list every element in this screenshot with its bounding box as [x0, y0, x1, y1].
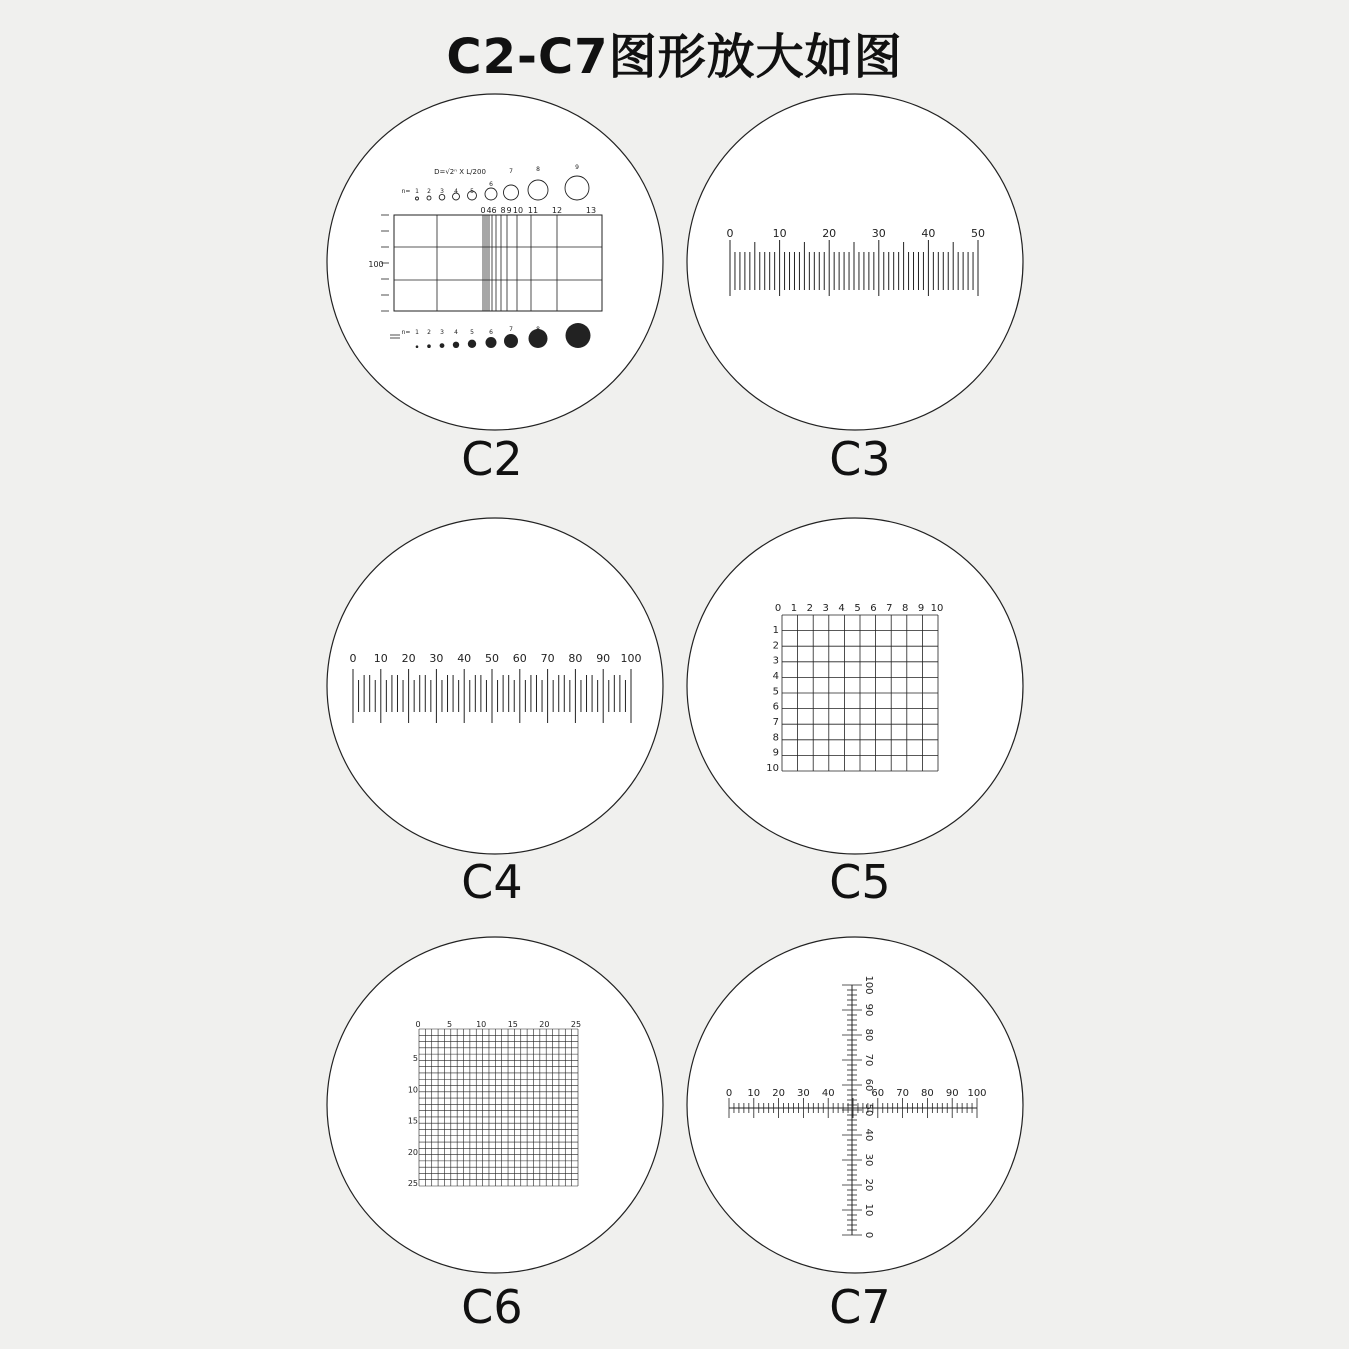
scale-label: 40 [457, 652, 472, 665]
size-dot-filled [468, 340, 476, 348]
field-of-view-circle [327, 518, 663, 854]
grid-top-label: 12 [551, 206, 563, 215]
n-value-label: 7 [509, 326, 513, 333]
scale-label: 40 [921, 227, 936, 240]
grid-side-label: 10 [407, 1085, 418, 1095]
v-scale-label: 50 [863, 1103, 874, 1117]
grid-top-label: 0 [415, 1020, 421, 1029]
grid-side-label: 20 [407, 1147, 418, 1157]
n-value-label: 3 [440, 329, 444, 336]
n-value-label: 1 [415, 188, 419, 195]
scale-label: 20 [401, 652, 416, 665]
v-scale-label: 10 [863, 1203, 874, 1217]
n-value-label: 4 [454, 188, 458, 195]
v-scale-label: 80 [863, 1028, 874, 1042]
h-scale-label: 70 [896, 1088, 909, 1099]
size-dot-filled [566, 323, 591, 348]
scale-label: 20 [822, 227, 837, 240]
size-dot-filled [504, 334, 518, 348]
h-scale-label: 80 [921, 1088, 934, 1099]
grid-top-label: 7 [886, 603, 893, 614]
size-dot-filled [486, 337, 497, 348]
reticle-c5 [687, 518, 1023, 854]
n-value-label: 3 [440, 188, 444, 195]
scale-label: 70 [540, 652, 555, 665]
n-value-label: 2 [427, 329, 431, 336]
v-scale-label: 30 [863, 1153, 874, 1167]
side-label: 100 [368, 260, 384, 269]
size-dot-filled [416, 345, 419, 348]
v-scale-label: 60 [863, 1078, 874, 1092]
v-scale-label: 70 [863, 1053, 874, 1067]
scale-label: 80 [568, 652, 583, 665]
label-c4: C4 [461, 855, 523, 909]
n-value-label: 5 [470, 329, 474, 336]
scale-label: 0 [726, 227, 734, 240]
scale-label: 90 [596, 652, 611, 665]
grid-top-label: 13 [585, 206, 597, 215]
label-c6: C6 [461, 1280, 523, 1334]
grid-top-label: 6 [491, 206, 497, 215]
grid-top-label: 20 [539, 1020, 550, 1029]
grid-top-label: 11 [527, 206, 539, 215]
grid-side-label: 25 [407, 1179, 418, 1188]
n-value-label: 6 [489, 329, 493, 336]
n-label: n= [401, 188, 411, 195]
grid-side-label: 1 [772, 625, 779, 636]
scale-label: 50 [971, 227, 985, 240]
grid-top-label: 10 [930, 603, 944, 614]
grid-top-label: 4 [486, 206, 492, 215]
grid-top-label: 10 [512, 206, 524, 215]
size-dot-filled [453, 342, 459, 348]
h-scale-label: 40 [821, 1088, 835, 1099]
field-of-view-circle [687, 518, 1023, 854]
label-c2: C2 [461, 432, 523, 486]
grid-side-label: 3 [772, 655, 779, 667]
field-of-view-circle [327, 937, 663, 1273]
grid-top-label: 5 [447, 1020, 453, 1029]
size-dot-filled [427, 344, 431, 348]
n-value-label: 6 [489, 181, 493, 188]
n-value-label: 2 [427, 188, 431, 195]
scale-label: 0 [349, 652, 357, 665]
h-scale-label: 10 [747, 1088, 761, 1099]
grid-top-label: 10 [476, 1020, 487, 1029]
n-value-label: 5 [470, 188, 474, 195]
label-c7: C7 [829, 1280, 891, 1334]
scale-label: 100 [620, 652, 642, 665]
size-dot-filled [529, 329, 548, 348]
v-scale-label: 100 [863, 975, 874, 995]
scale-label: 30 [429, 652, 444, 665]
grid-top-label: 1 [790, 603, 798, 614]
grid-side-label: 8 [772, 732, 779, 744]
n-value-label: 4 [454, 329, 458, 336]
grid-top-label: 2 [806, 603, 813, 614]
h-scale-label: 90 [945, 1088, 959, 1099]
n-label: n= [401, 329, 411, 336]
scale-label: 10 [772, 227, 787, 240]
grid-side-label: 6 [772, 701, 779, 713]
v-scale-label: 90 [863, 1003, 874, 1017]
reticle-c4 [327, 518, 663, 854]
grid-top-label: 0 [774, 603, 782, 614]
grid-top-label: 15 [507, 1020, 518, 1029]
scale-label: 10 [373, 652, 388, 665]
grid-top-label: 8 [500, 206, 506, 215]
grid-side-label: 5 [772, 686, 779, 698]
label-c5: C5 [829, 855, 891, 909]
grid-top-label: 5 [854, 603, 861, 614]
h-scale-label: 20 [772, 1088, 785, 1099]
reticle-c6 [327, 937, 663, 1273]
page-title: C2-C7图形放大如图 [446, 29, 903, 85]
grid-top-label: 9 [506, 206, 512, 215]
grid-side-label: 7 [772, 717, 779, 728]
grid-side-label: 15 [407, 1116, 418, 1126]
v-scale-label: 0 [863, 1231, 874, 1239]
grid-side-label: 4 [772, 671, 779, 682]
grid-top-label: 3 [822, 603, 829, 614]
grid-side-label: 9 [772, 747, 779, 759]
n-value-label: 7 [509, 168, 513, 175]
n-value-label: 9 [575, 164, 579, 171]
reticle-c3 [687, 94, 1023, 430]
scale-label: 50 [485, 652, 499, 665]
grid-side-label: 10 [766, 763, 779, 774]
h-scale-label: 30 [797, 1088, 810, 1099]
h-scale-label: 0 [725, 1088, 733, 1099]
grid-top-label: 9 [917, 603, 925, 614]
v-scale-label: 20 [863, 1178, 874, 1192]
scale-label: 60 [512, 652, 527, 665]
n-value-label: 1 [415, 329, 419, 336]
reticle-c7 [687, 937, 1023, 1273]
n-value-label: 8 [536, 166, 540, 173]
grid-top-label: 25 [570, 1020, 582, 1029]
h-scale-label: 60 [871, 1088, 885, 1099]
grid-top-label: 6 [870, 603, 877, 614]
scale-label: 30 [871, 227, 886, 240]
grid-side-label: 5 [412, 1054, 418, 1063]
label-c3: C3 [829, 432, 891, 486]
grid-side-label: 2 [772, 640, 779, 652]
size-dot-filled [440, 343, 445, 348]
grid-top-label: 4 [838, 603, 845, 614]
v-scale-label: 40 [863, 1128, 874, 1142]
formula-text: D=√2ⁿ X L/200 [434, 168, 486, 176]
grid-top-label: 0 [480, 206, 486, 215]
reticle-c2 [327, 94, 663, 430]
h-scale-label: 100 [967, 1088, 987, 1099]
grid-top-label: 8 [902, 603, 909, 614]
